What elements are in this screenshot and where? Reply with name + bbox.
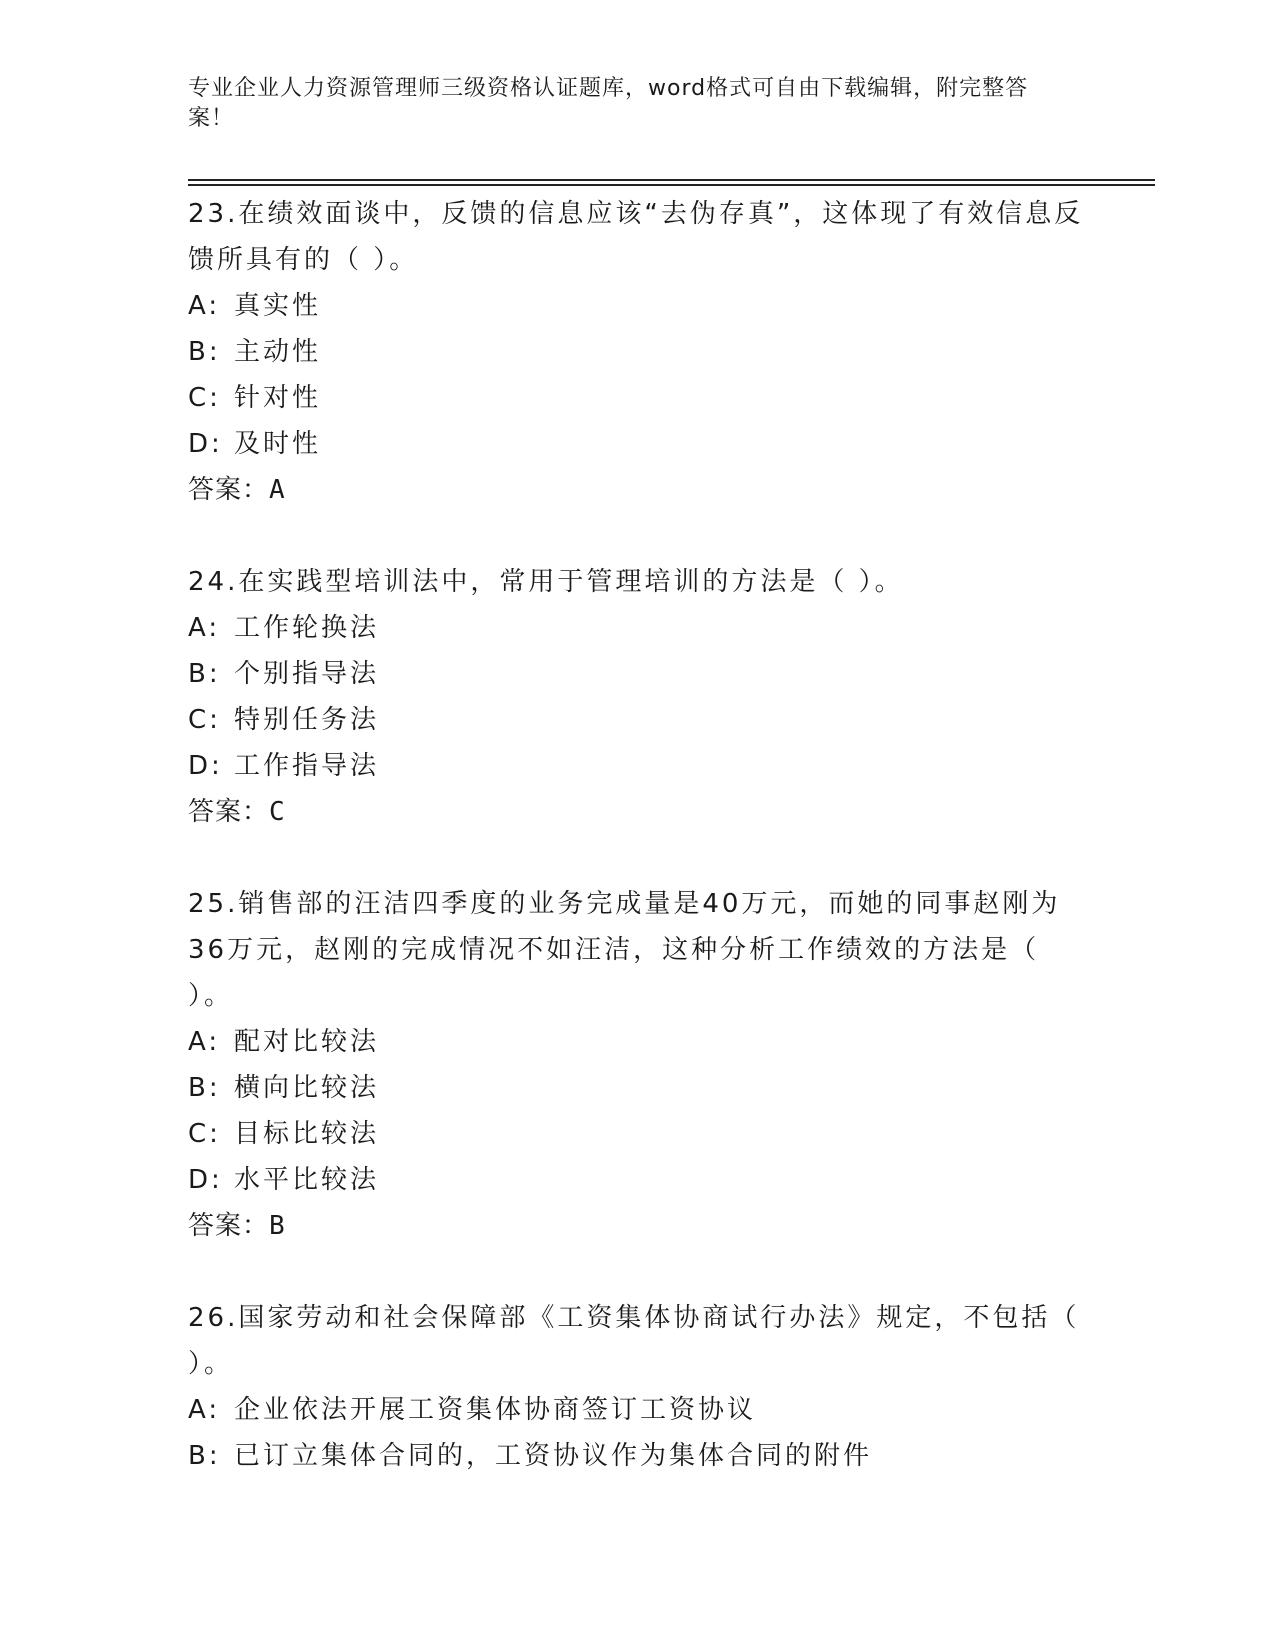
option-a	[188, 1019, 1088, 1065]
option-a	[188, 1387, 1088, 1433]
option-letter: B:	[188, 337, 221, 367]
document-header: 专业企业人力资源管理师三级资格认证题库，word格式可自由下载编辑，附完整答案！	[188, 76, 1029, 131]
answer-label: 答案：	[188, 475, 270, 505]
option-letter: A:	[188, 1395, 221, 1425]
option-text: 个别指导法	[234, 659, 380, 689]
question-26	[188, 1295, 1088, 1479]
question-stem: 26.国家劳动和社会保障部《工资集体协商试行办法》规定，不包括（ ）。	[188, 1303, 1080, 1379]
question-24	[188, 559, 1088, 835]
option-letter: B:	[188, 1441, 221, 1471]
header-divider-top	[188, 179, 1155, 181]
option-b	[188, 1433, 1088, 1479]
option-letter: C:	[188, 1119, 221, 1149]
option-letter: C:	[188, 383, 221, 413]
option-text: 企业依法开展工资集体协商签订工资协议	[234, 1395, 757, 1425]
option-letter: C:	[188, 705, 221, 735]
option-text: 配对比较法	[234, 1027, 380, 1057]
option-b	[188, 1065, 1088, 1111]
option-d	[188, 421, 1088, 467]
answer-value: C	[269, 797, 286, 827]
answer-value: A	[269, 475, 286, 505]
option-letter: B:	[188, 659, 221, 689]
option-text: 已订立集体合同的，工资协议作为集体合同的附件	[234, 1441, 873, 1471]
question-stem: 24.在实践型培训法中，常用于管理培训的方法是（ ）。	[188, 567, 904, 597]
option-d	[188, 1157, 1088, 1203]
option-text: 特别任务法	[234, 705, 380, 735]
option-letter: A:	[188, 291, 221, 321]
option-b	[188, 651, 1088, 697]
option-letter: A:	[188, 613, 221, 643]
question-25	[188, 881, 1088, 1249]
option-letter: A:	[188, 1027, 221, 1057]
answer-label: 答案：	[188, 797, 270, 827]
option-text: 真实性	[234, 291, 322, 321]
option-text: 主动性	[234, 337, 322, 367]
answer-label: 答案：	[188, 1211, 270, 1241]
option-text: 横向比较法	[234, 1073, 380, 1103]
question-23	[188, 191, 1088, 513]
option-c	[188, 1111, 1088, 1157]
option-text: 工作轮换法	[234, 613, 380, 643]
option-text: 工作指导法	[234, 751, 380, 781]
question-stem: 23.在绩效面谈中，反馈的信息应该“去伪存真”，这体现了有效信息反馈所具有的（ ）。	[188, 199, 1084, 275]
answer-value: B	[269, 1211, 286, 1241]
option-c	[188, 375, 1088, 421]
option-letter: D:	[188, 1165, 223, 1195]
option-a	[188, 605, 1088, 651]
question-spacer	[188, 513, 1088, 559]
question-stem: 25.销售部的汪洁四季度的业务完成量是40万元，而她的同事赵刚为36万元，赵刚的完成情况不如汪洁，这种分析工作绩效的方法是（ ）。	[188, 889, 1061, 1011]
option-text: 及时性	[234, 429, 322, 459]
question-list	[188, 191, 1088, 1479]
answer-line	[188, 467, 1088, 513]
header-divider-bottom	[188, 184, 1155, 186]
option-letter: D:	[188, 429, 223, 459]
option-text: 针对性	[234, 383, 322, 413]
option-text: 水平比较法	[234, 1165, 380, 1195]
option-d	[188, 743, 1088, 789]
option-letter: D:	[188, 751, 223, 781]
question-spacer	[188, 1249, 1088, 1295]
question-spacer	[188, 835, 1088, 881]
option-a	[188, 283, 1088, 329]
answer-line	[188, 1203, 1088, 1249]
option-c	[188, 697, 1088, 743]
option-text: 目标比较法	[234, 1119, 380, 1149]
option-letter: B:	[188, 1073, 221, 1103]
option-b	[188, 329, 1088, 375]
answer-line	[188, 789, 1088, 835]
